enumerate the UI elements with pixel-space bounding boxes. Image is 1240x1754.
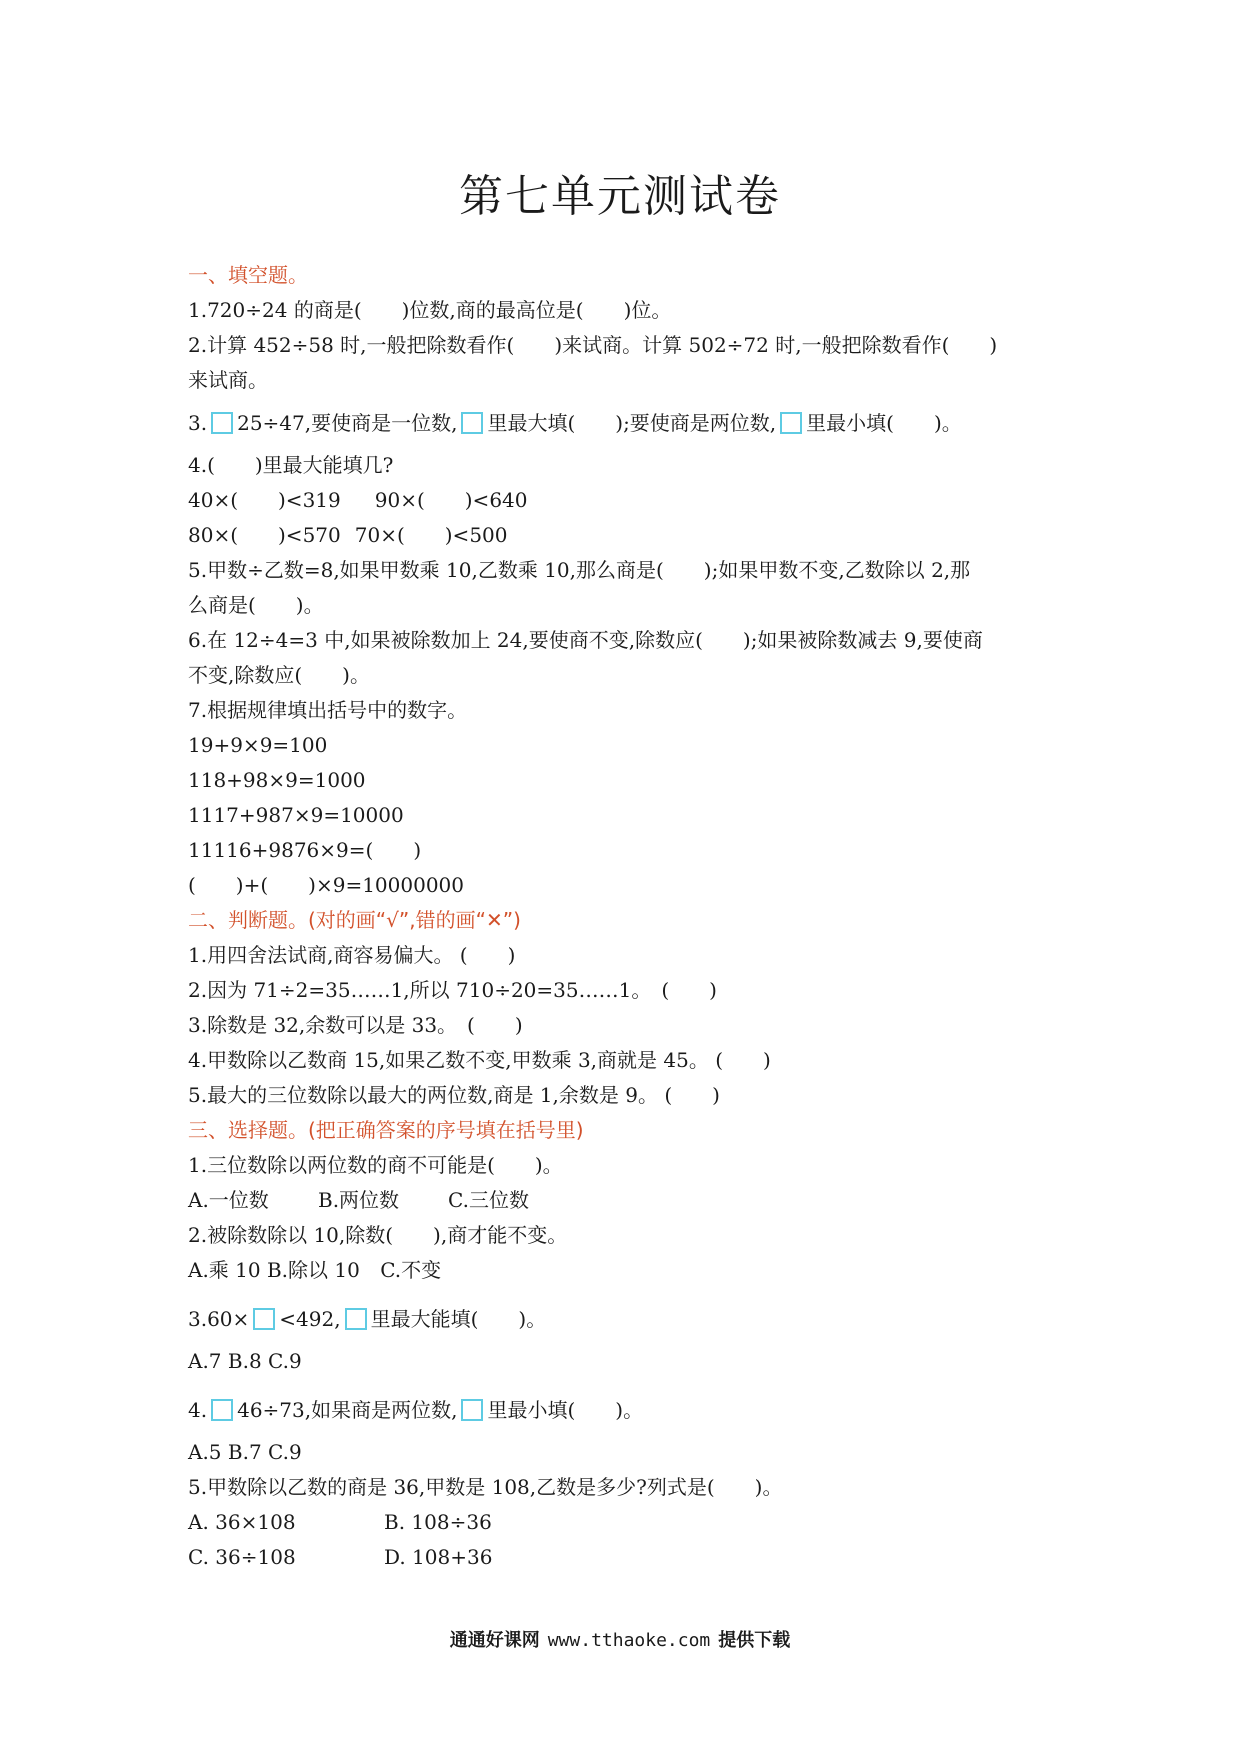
- judge-question-1: 1.用四舍法试商,商容易偏大。 ( ): [188, 943, 516, 967]
- judge-question-5: 5.最大的三位数除以最大的两位数,商是 1,余数是 9。 ( ): [188, 1083, 720, 1107]
- fill-question-7-pattern-1: 19+9×9=100: [188, 733, 328, 757]
- fill-question-4-c: 80×( )<570: [188, 523, 341, 547]
- answer-box[interactable]: [211, 1399, 233, 1421]
- choice-question-3-options: A.7 B.8 C.9: [188, 1349, 302, 1373]
- fill-question-4-row-1: [188, 483, 1068, 518]
- section-choice-heading: 三、选择题。(把正确答案的序号填在括号里): [188, 1118, 584, 1142]
- choice-question-2-options: [188, 1253, 1068, 1288]
- fill-question-7-pattern-2: 118+98×9=1000: [188, 768, 366, 792]
- choice-question-3-part-1: <492,: [279, 1307, 341, 1331]
- choice-question-3-part-2: 里最大能填( )。: [370, 1307, 547, 1331]
- footer-site-name: 通通好课网: [449, 1630, 540, 1651]
- fill-question-5-line-1: 5.甲数÷乙数=8,如果甲数乘 10,乙数乘 10,那么商是( );如果甲数不变,乙数除以 2,那: [188, 558, 971, 582]
- fill-question-5-line-2: 么商是( )。: [188, 593, 324, 617]
- fill-question-4: 4.( )里最大能填几?: [188, 453, 394, 477]
- fill-question-3-part-3: 里最小填( )。: [806, 411, 962, 435]
- judge-question-3: 3.除数是 32,余数可以是 33。 ( ): [188, 1013, 523, 1037]
- answer-box[interactable]: [461, 412, 483, 434]
- footer-download-text: 提供下载: [718, 1630, 791, 1651]
- choice-question-4-options: A.5 B.7 C.9: [188, 1440, 302, 1464]
- choice-option-a: A.乘 10: [188, 1258, 261, 1282]
- choice-question-4-part-1: 46÷73,如果商是两位数,: [237, 1398, 458, 1422]
- choice-question-2: 2.被除数除以 10,除数( ),商才能不变。: [188, 1223, 568, 1247]
- fill-question-4-b: 90×( )<640: [374, 488, 528, 512]
- fill-question-2-line-2: 来试商。: [188, 368, 268, 392]
- choice-option-b: B.两位数: [318, 1188, 400, 1212]
- fill-question-7-pattern-3: 1117+987×9=10000: [188, 803, 404, 827]
- fill-question-6-line-2: 不变,除数应( )。: [188, 663, 370, 687]
- answer-box[interactable]: [253, 1308, 275, 1330]
- choice-question-3-prefix: 3.60×: [188, 1307, 250, 1331]
- fill-question-6-line-1: 6.在 12÷4=3 中,如果被除数加上 24,要使商不变,除数应( );如果被除数减去 9,要使商: [188, 628, 983, 652]
- answer-box[interactable]: [211, 412, 233, 434]
- choice-question-3: [188, 1294, 1068, 1344]
- choice-question-1: 1.三位数除以两位数的商不可能是( )。: [188, 1153, 563, 1177]
- choice-question-4-part-2: 里最小填( )。: [487, 1398, 644, 1422]
- fill-question-3-part-2: 里最大填( );要使商是两位数,: [487, 411, 777, 435]
- answer-box[interactable]: [780, 412, 802, 434]
- page-title: 第七单元测试卷: [459, 171, 781, 222]
- fill-question-4-row-2: [188, 518, 1068, 553]
- choice-option-a: A.一位数: [188, 1188, 269, 1212]
- answer-box[interactable]: [461, 1399, 483, 1421]
- choice-question-4-prefix: 4.: [188, 1398, 208, 1422]
- choice-option-b: B. 108÷36: [384, 1510, 492, 1534]
- footer-url[interactable]: www.tthaoke.com: [547, 1630, 711, 1651]
- fill-question-1: 1.720÷24 的商是( )位数,商的最高位是( )位。: [188, 298, 672, 322]
- choice-option-c: C.不变: [380, 1258, 442, 1282]
- choice-option-c: C. 36÷108: [188, 1545, 296, 1569]
- fill-question-3-part-1: 25÷47,要使商是一位数,: [237, 411, 458, 435]
- choice-option-a: A. 36×108: [188, 1510, 296, 1534]
- choice-question-1-options: [188, 1183, 1068, 1218]
- choice-question-5-options-row-2: [188, 1540, 1068, 1575]
- choice-question-5-options-row-1: [188, 1505, 1068, 1540]
- choice-option-d: D. 108+36: [384, 1545, 493, 1569]
- section-fill-heading: 一、填空题。: [188, 263, 308, 287]
- fill-question-3: [188, 398, 1068, 448]
- section-judge-heading: 二、判断题。(对的画“√”,错的画“✕”): [188, 908, 521, 932]
- fill-question-4-a: 40×( )<319: [188, 488, 341, 512]
- choice-option-b: B.除以 10: [266, 1258, 360, 1282]
- choice-option-c: C.三位数: [448, 1188, 529, 1212]
- choice-question-5: 5.甲数除以乙数的商是 36,甲数是 108,乙数是多少?列式是( )。: [188, 1475, 783, 1499]
- judge-question-2: 2.因为 71÷2=35……1,所以 710÷20=35……1。 ( ): [188, 978, 717, 1002]
- fill-question-3-prefix: 3.: [188, 411, 208, 435]
- choice-question-4: [188, 1385, 1068, 1435]
- fill-question-7-pattern-4: 11116+9876×9=( ): [188, 838, 422, 862]
- judge-question-4: 4.甲数除以乙数商 15,如果乙数不变,甲数乘 3,商就是 45。 ( ): [188, 1048, 771, 1072]
- page-footer: [0, 1626, 1240, 1652]
- worksheet-content: [188, 258, 1068, 1575]
- fill-question-4-d: 70×( )<500: [354, 523, 508, 547]
- fill-question-7: 7.根据规律填出括号中的数字。: [188, 698, 468, 722]
- answer-box[interactable]: [345, 1308, 367, 1330]
- fill-question-7-pattern-5: ( )+( )×9=10000000: [188, 873, 465, 897]
- fill-question-2-line-1: 2.计算 452÷58 时,一般把除数看作( )来试商。计算 502÷72 时,一般把除数看作( ): [188, 333, 998, 357]
